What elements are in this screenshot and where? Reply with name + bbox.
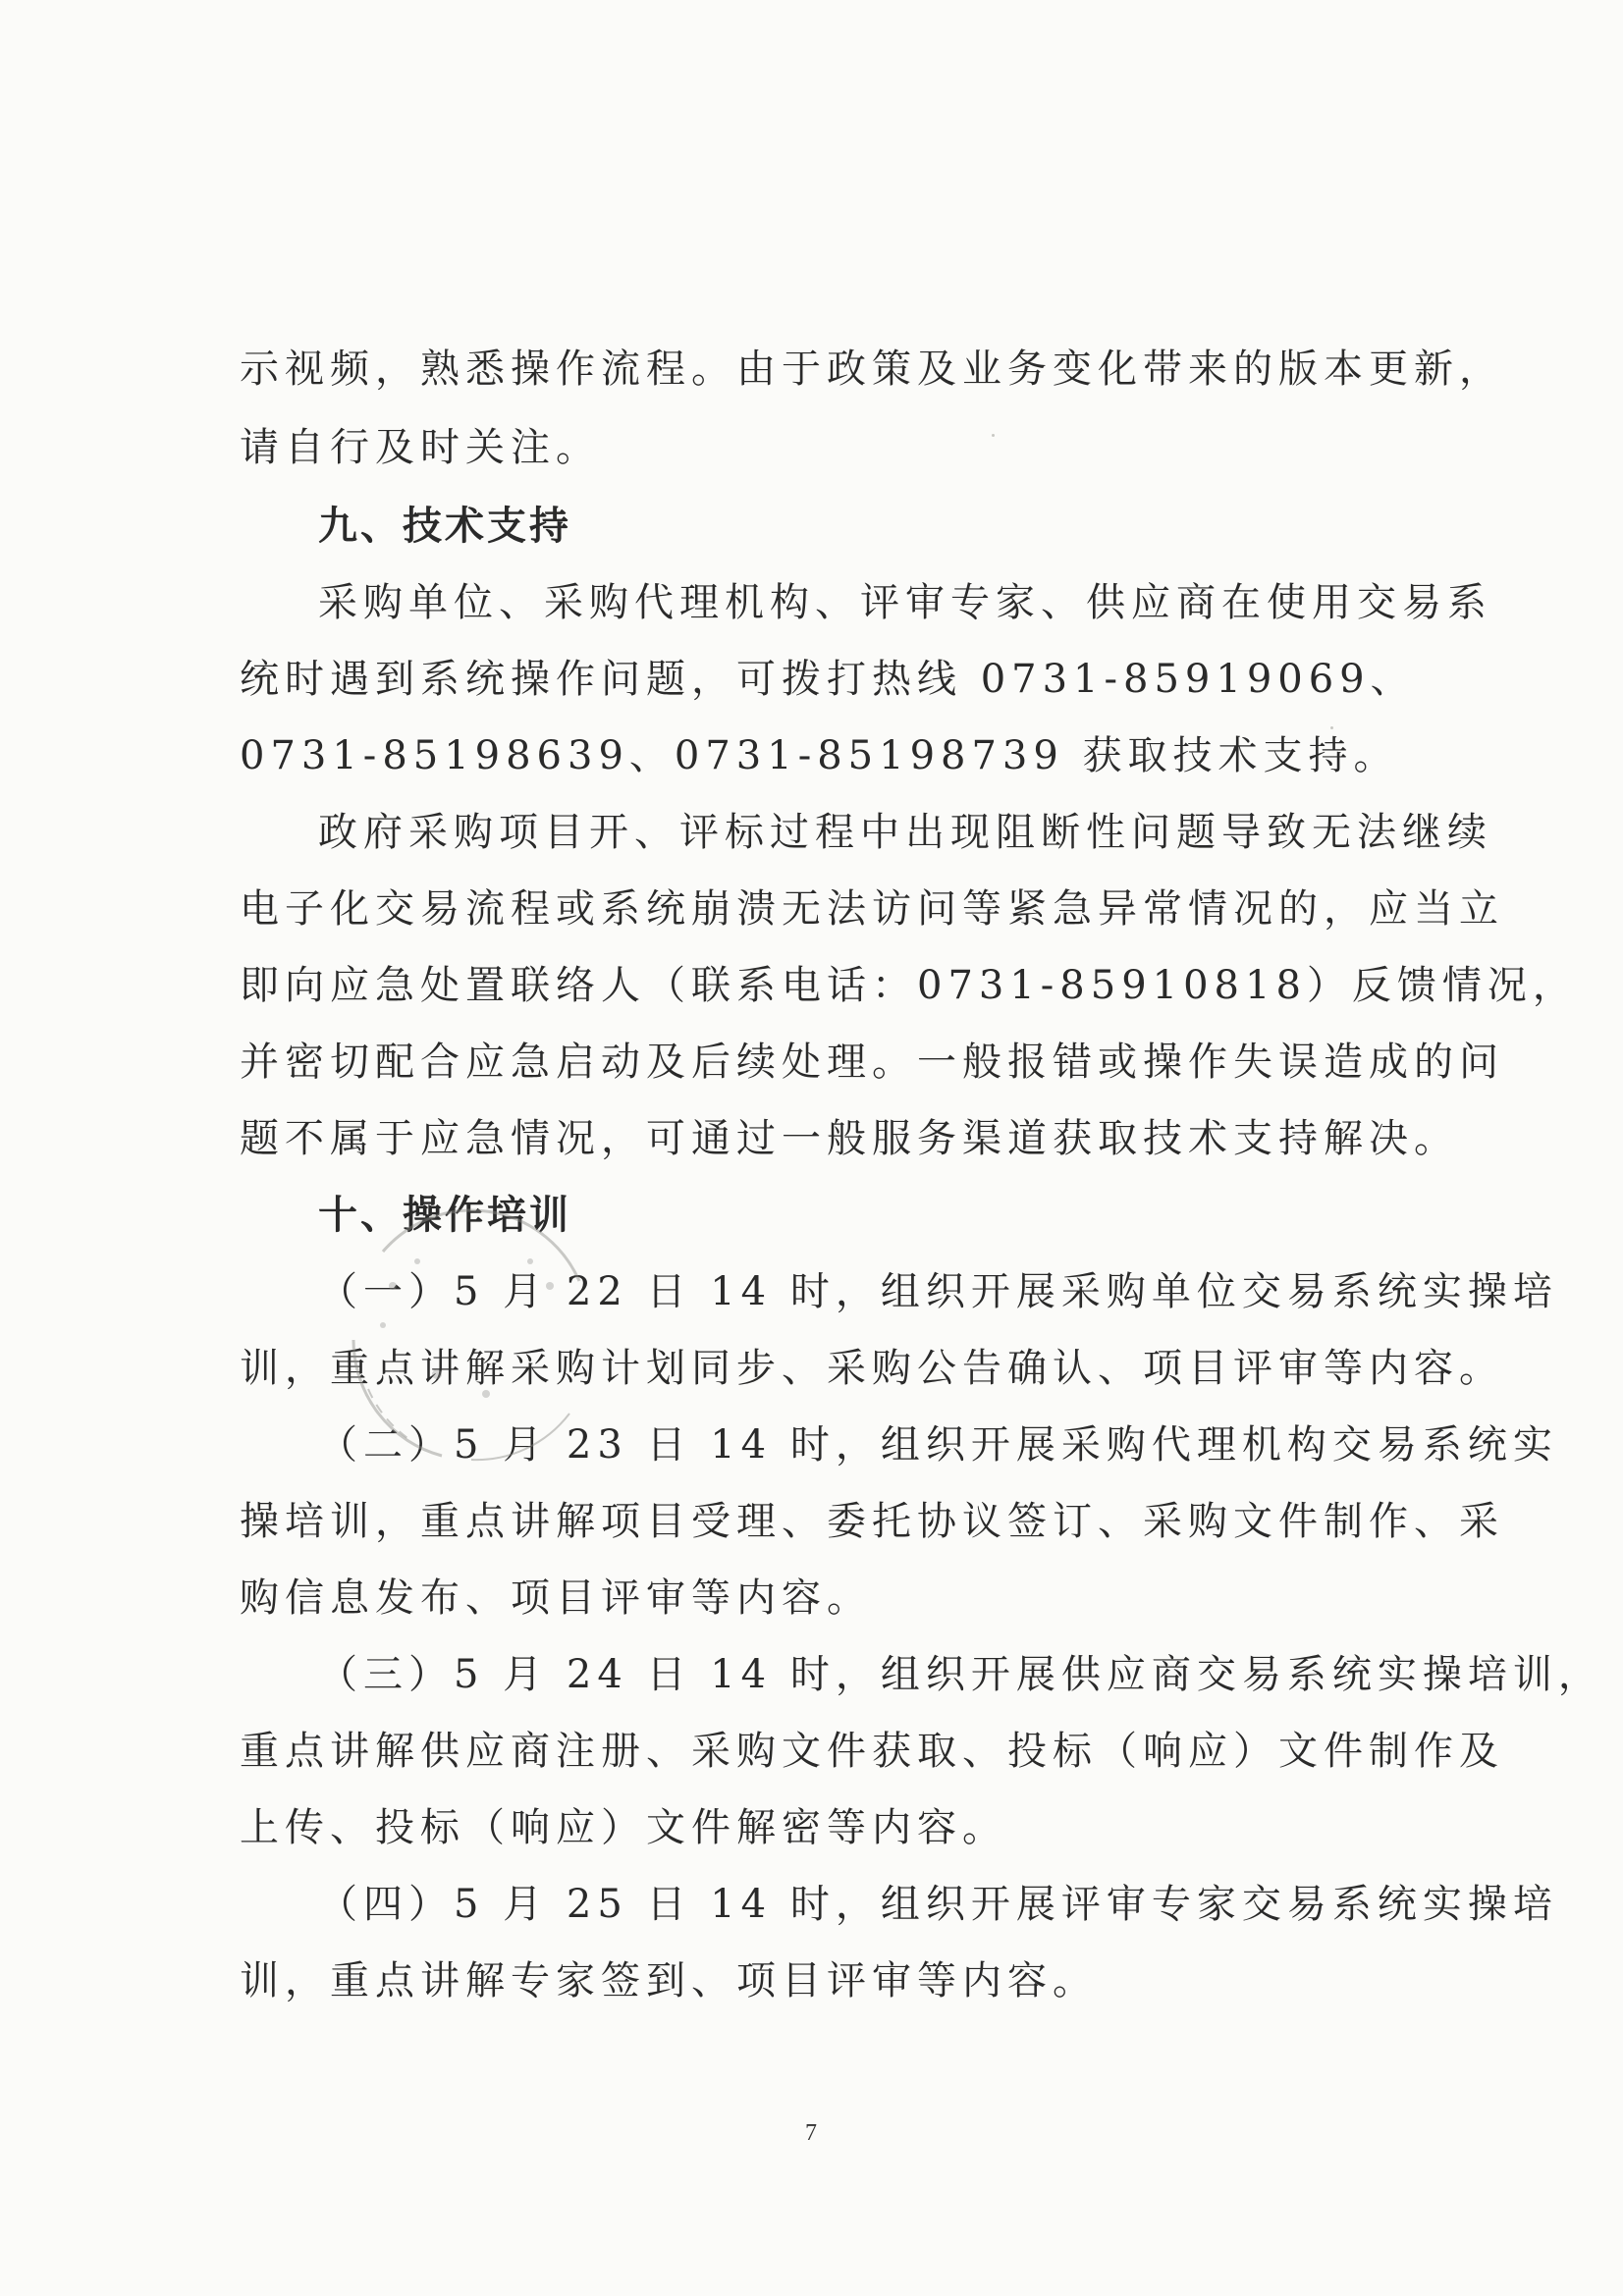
- text-line: 示视频，熟悉操作流程。由于政策及业务变化带来的版本更新，: [240, 347, 1504, 392]
- text-line: 电子化交易流程或系统崩溃无法访问等紧急异常情况的，应当立: [240, 886, 1504, 932]
- text-line: 采购单位、采购代理机构、评审专家、供应商在使用交易系: [318, 580, 1492, 625]
- text-line: 操培训，重点讲解项目受理、委托协议签订、采购文件制作、采: [240, 1499, 1504, 1544]
- section-heading-technical-support: 九、技术支持: [318, 504, 571, 549]
- section-heading-operation-training: 十、操作培训: [318, 1193, 571, 1238]
- text-line: 并密切配合应急启动及后续处理。一般报错或操作失误造成的问: [240, 1040, 1504, 1085]
- scan-speck: [1330, 726, 1333, 729]
- text-line: 重点讲解供应商注册、采购文件获取、投标（响应）文件制作及: [240, 1729, 1504, 1774]
- text-line: （三）5 月 24 日 14 时，组织开展供应商交易系统实操培训，: [318, 1652, 1603, 1697]
- text-line: （四）5 月 25 日 14 时，组织开展评审专家交易系统实操培: [318, 1882, 1558, 1927]
- text-line: 训，重点讲解采购计划同步、采购公告确认、项目评审等内容。: [240, 1346, 1504, 1391]
- text-line: 训，重点讲解专家签到、项目评审等内容。: [240, 1958, 1098, 2003]
- text-line: 题不属于应急情况，可通过一般服务渠道获取技术支持解决。: [240, 1116, 1459, 1161]
- text-line: 上传、投标（响应）文件解密等内容。: [240, 1805, 1007, 1850]
- text-line: 购信息发布、项目评审等内容。: [240, 1575, 872, 1621]
- text-line: 政府采购项目开、评标过程中出现阻断性问题导致无法继续: [318, 810, 1492, 855]
- text-line: （二）5 月 23 日 14 时，组织开展采购代理机构交易系统实: [318, 1422, 1558, 1468]
- text-line: 统时遇到系统操作问题，可拨打热线 0731-85919069、: [240, 657, 1416, 702]
- text-line: 请自行及时关注。: [240, 425, 601, 470]
- page-number: 7: [805, 2120, 817, 2146]
- text-line: 即向应急处置联络人（联系电话：0731-85910818）反馈情况，: [240, 963, 1578, 1008]
- scan-speck: [992, 434, 995, 437]
- text-line: （一）5 月 22 日 14 时，组织开展采购单位交易系统实操培: [318, 1269, 1558, 1314]
- text-line: 0731-85198639、0731-85198739 获取技术支持。: [240, 733, 1399, 778]
